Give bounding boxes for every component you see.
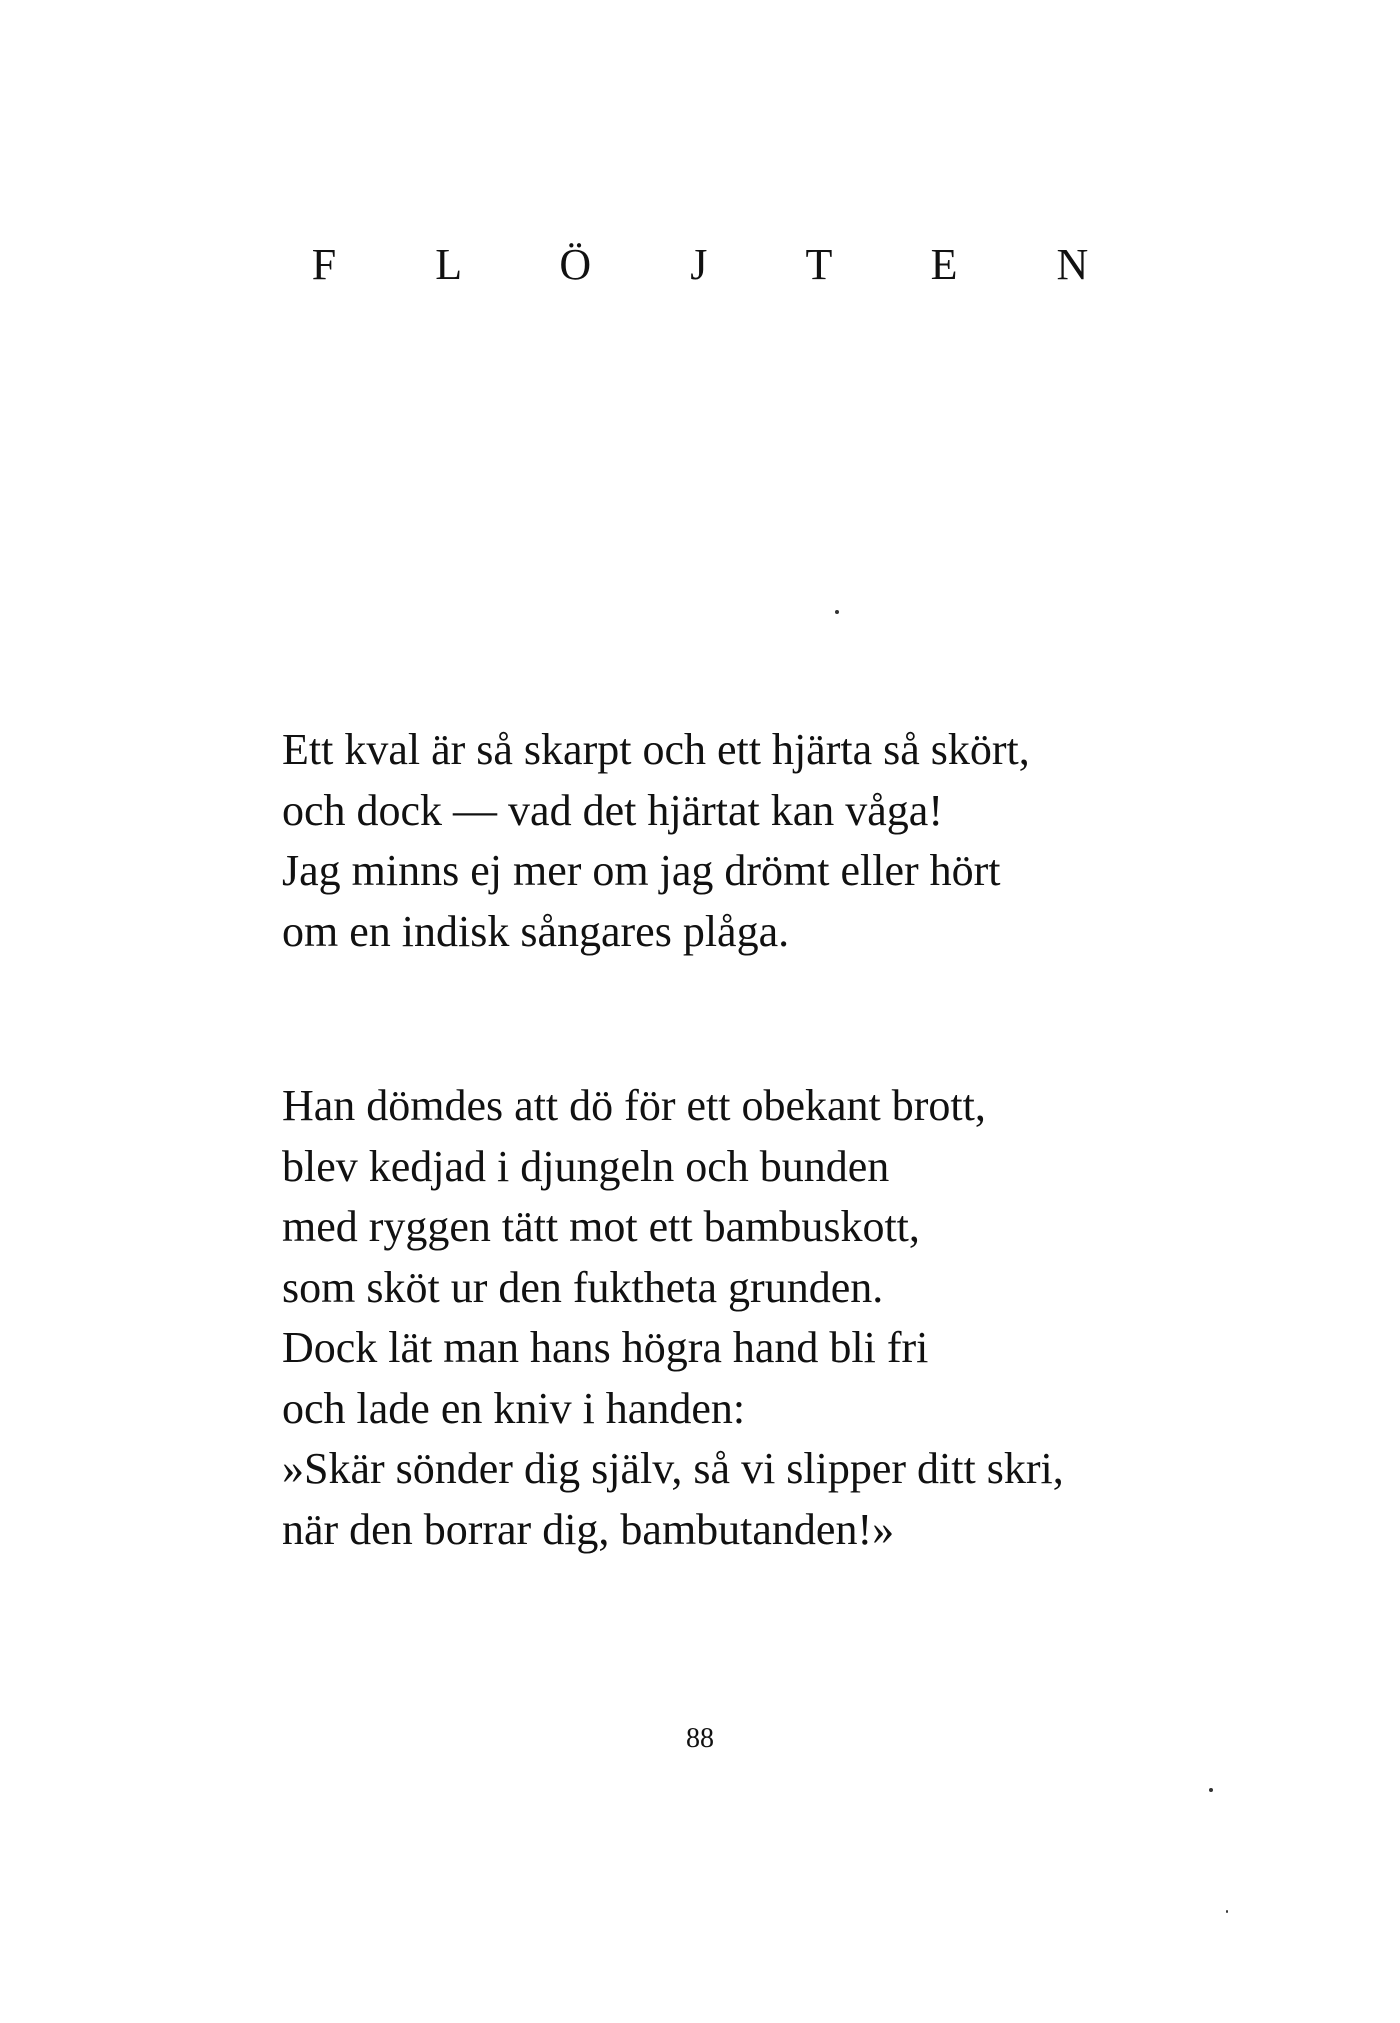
poem-line: blev kedjad i djungeln och bunden [282,1141,890,1191]
poem-line: Dock lät man hans högra hand bli fri [282,1323,929,1372]
poem-line: Jag minns ej mer om jag drömt eller hört [282,846,1001,895]
poem-line: när den borrar dig, bambutanden!» [282,1504,895,1554]
poem-line: med ryggen tätt mot ett bambuskott, [282,1202,920,1251]
poem-line: Han dömdes att dö för ett obekant brott, [282,1081,986,1130]
poem-line: som sköt ur den fuktheta grunden. [282,1262,884,1312]
print-speck [835,610,839,614]
poem-line: Ett kval är så skarpt och ett hjärta så skört, [282,725,1030,774]
poem-line: och lade en kniv i handen: [282,1383,746,1433]
poem-line: och dock — vad det hjärtat kan våga! [282,785,943,835]
stanza-1 [282,720,1282,962]
poem-title: F L Ö J T E N [311,240,1133,289]
poem-line: »Skär sönder dig själv, så vi slipper ditt skri, [282,1444,1064,1493]
stanza-2 [282,1076,1282,1560]
print-speck [1209,1788,1213,1792]
page-number: 88 [686,1723,714,1754]
poem-line: om en indisk sångares plåga. [282,906,790,956]
print-speck [1226,1910,1228,1913]
